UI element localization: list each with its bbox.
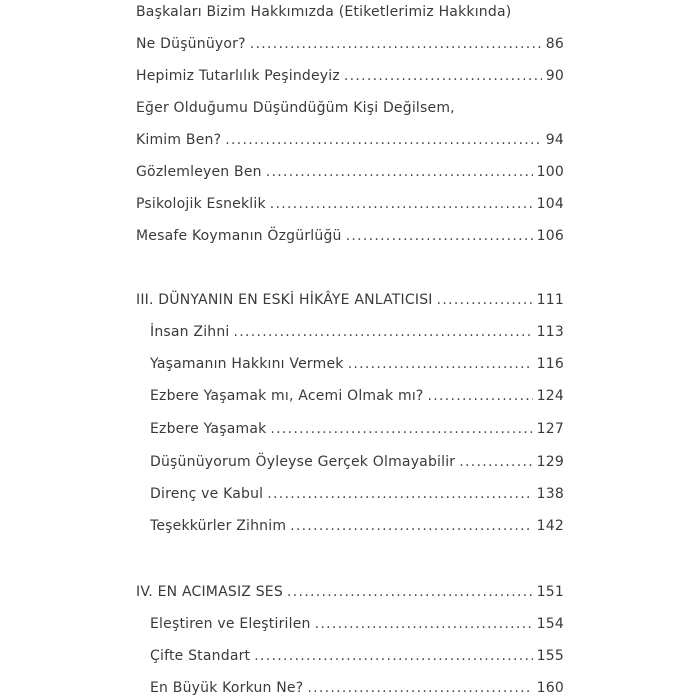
leader-dots	[267, 484, 532, 504]
toc-page-number: 86	[545, 36, 564, 52]
leader-dots	[250, 34, 542, 54]
leader-dots	[287, 582, 533, 602]
leader-dots	[266, 162, 533, 182]
toc-page-number: 129	[536, 454, 564, 470]
chapter-title: III. DÜNYANIN EN ESKİ HİKÂYE ANLATICISI	[136, 292, 433, 308]
toc-entry-title: Ne Düşünüyor?	[136, 36, 246, 52]
toc-subentry	[150, 614, 564, 634]
toc-page-number: 155	[536, 648, 564, 664]
leader-dots	[234, 322, 533, 342]
toc-entry-title: İnsan Zihni	[150, 324, 230, 340]
toc-page-number: 151	[536, 584, 564, 600]
toc-entry-title: Teşekkürler Zihnim	[150, 518, 287, 534]
toc-entry-title: Hepimiz Tutarlılık Peşindeyiz	[136, 68, 340, 84]
toc-page-number: 124	[536, 388, 564, 404]
toc-page-number: 106	[536, 228, 564, 244]
toc-entry-title: Ezbere Yaşamak	[150, 421, 267, 437]
leader-dots	[344, 66, 542, 86]
leader-dots	[315, 614, 533, 634]
toc-subentry	[150, 516, 564, 536]
leader-dots	[270, 419, 532, 439]
toc-entry-title: En Büyük Korkun Ne?	[150, 680, 304, 696]
toc-subentry	[150, 646, 564, 666]
toc-entry-title: Kimim Ben?	[136, 132, 222, 148]
toc-page-number: 100	[536, 164, 564, 180]
toc-page-number: 160	[536, 680, 564, 696]
leader-dots	[428, 386, 533, 406]
leader-dots	[348, 354, 533, 374]
toc-subentry	[150, 354, 564, 374]
toc-page-number: 104	[536, 196, 564, 212]
toc-subentry	[150, 322, 564, 342]
leader-dots	[254, 646, 532, 666]
toc-entry-continued-title	[136, 98, 455, 118]
toc-chapter-heading	[136, 290, 564, 310]
chapter-title: IV. EN ACIMASIZ SES	[136, 584, 283, 600]
toc-entry-title: Eğer Olduğumu Düşündüğüm Kişi Değilsem,	[136, 100, 455, 116]
toc-entry-title: Eleştiren ve Eleştirilen	[150, 616, 311, 632]
toc-entry-title: Mesafe Koymanın Özgürlüğü	[136, 228, 342, 244]
leader-dots	[270, 194, 533, 214]
toc-chapter-heading	[136, 582, 564, 602]
toc-entry-continued-title	[136, 2, 511, 22]
toc-entry-title: Ezbere Yaşamak mı, Acemi Olmak mı?	[150, 388, 424, 404]
toc-entry	[136, 194, 564, 214]
toc-entry-title: Başkaları Bizim Hakkımızda (Etiketlerimiz Hakkında)	[136, 4, 512, 20]
toc-entry	[136, 162, 564, 182]
toc-page-number: 90	[545, 68, 564, 84]
leader-dots	[346, 226, 533, 246]
toc-subentry	[150, 484, 564, 504]
toc-entry-title: Düşünüyorum Öyleyse Gerçek Olmayabilir	[150, 454, 456, 470]
toc-page-number: 154	[536, 616, 564, 632]
toc-entry-title: Gözlemleyen Ben	[136, 164, 262, 180]
toc-page-number: 116	[536, 356, 564, 372]
toc-subentry	[150, 678, 564, 698]
toc-page-number: 94	[545, 132, 564, 148]
toc-page-number: 113	[536, 324, 564, 340]
toc-entry-title: Çifte Standart	[150, 648, 251, 664]
leader-dots	[459, 452, 532, 472]
toc-subentry	[150, 452, 564, 472]
toc-subentry	[150, 386, 564, 406]
toc-entry	[136, 226, 564, 246]
toc-entry-title: Psikolojik Esneklik	[136, 196, 266, 212]
toc-entry-title: Yaşamanın Hakkını Vermek	[150, 356, 344, 372]
leader-dots	[437, 290, 533, 310]
toc-page-number: 138	[536, 486, 564, 502]
toc-entry	[136, 130, 564, 150]
toc-page-number: 127	[536, 421, 564, 437]
toc-subentry	[150, 419, 564, 439]
toc-entry	[136, 66, 564, 86]
leader-dots	[290, 516, 533, 536]
toc-page-number: 111	[536, 292, 564, 308]
toc-page-number: 142	[536, 518, 564, 534]
toc-entry-title: Direnç ve Kabul	[150, 486, 264, 502]
leader-dots	[307, 678, 532, 698]
toc-entry	[136, 34, 564, 54]
leader-dots	[225, 130, 542, 150]
